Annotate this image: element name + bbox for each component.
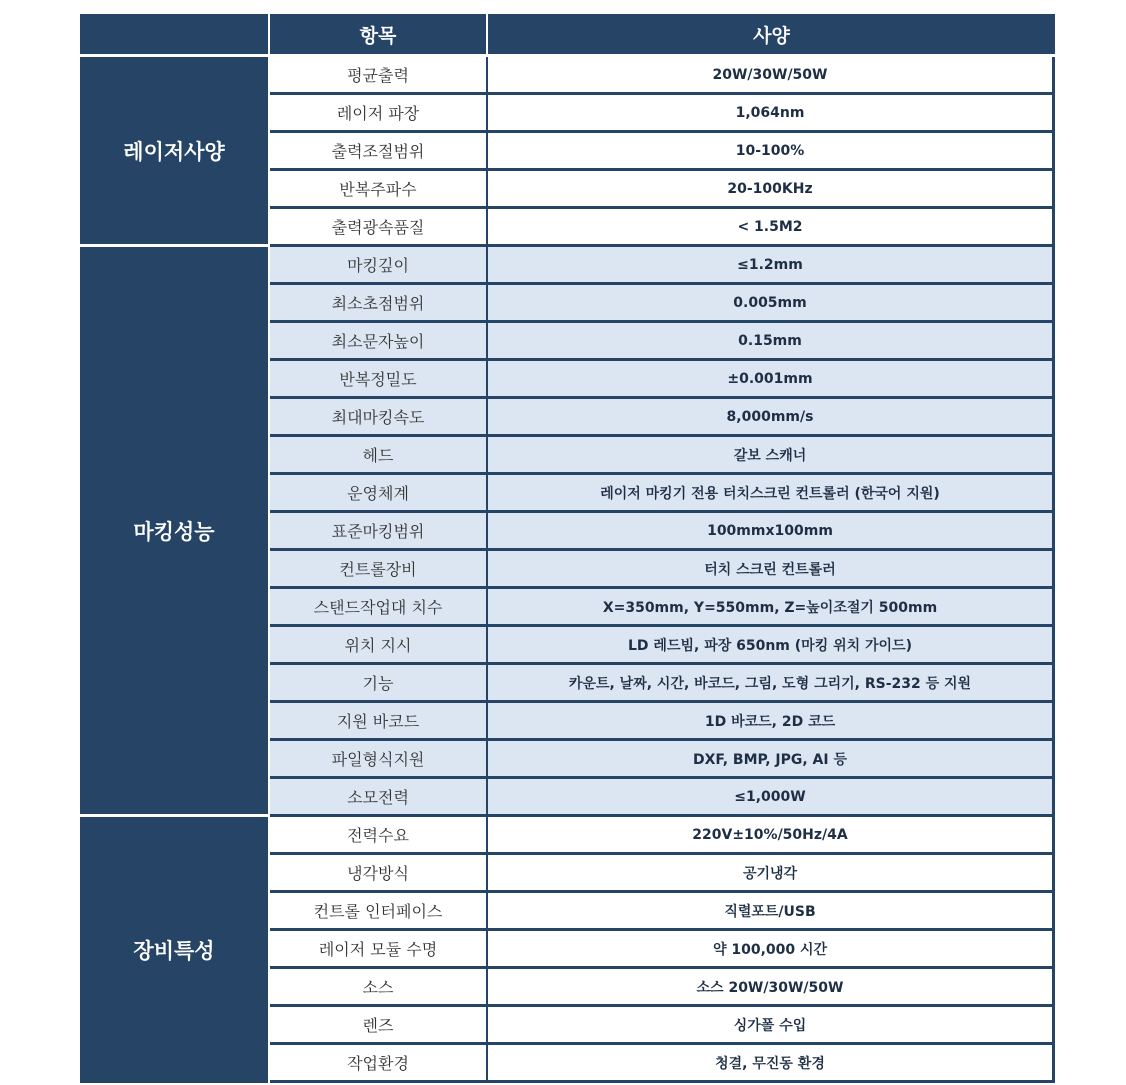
value-cell: 싱가폴 수입 <box>488 1007 1055 1045</box>
value-cell: 0.15mm <box>488 323 1055 361</box>
item-cell: 작업환경 <box>270 1045 488 1083</box>
item-cell: 지원 바코드 <box>270 703 488 741</box>
item-cell: 반복정밀도 <box>270 361 488 399</box>
item-cell: 최소초점범위 <box>270 285 488 323</box>
value-cell: 20-100KHz <box>488 171 1055 209</box>
value-cell: < 1.5M2 <box>488 209 1055 247</box>
item-cell: 레이저 파장 <box>270 95 488 133</box>
value-cell: 약 100,000 시간 <box>488 931 1055 969</box>
item-cell: 위치 지시 <box>270 627 488 665</box>
value-cell: X=350mm, Y=550mm, Z=높이조절기 500mm <box>488 589 1055 627</box>
group-label: 장비특성 <box>80 817 270 1083</box>
value-cell: 20W/30W/50W <box>488 57 1055 95</box>
value-cell: 터치 스크린 컨트롤러 <box>488 551 1055 589</box>
item-cell: 반복주파수 <box>270 171 488 209</box>
table-row <box>80 247 1055 285</box>
item-cell: 컨트롤 인터페이스 <box>270 893 488 931</box>
item-cell: 최소문자높이 <box>270 323 488 361</box>
value-cell: 소스 20W/30W/50W <box>488 969 1055 1007</box>
header-spec-cell: 사양 <box>488 14 1055 57</box>
value-cell: DXF, BMP, JPG, AI 등 <box>488 741 1055 779</box>
group-marking-performance <box>80 247 1055 817</box>
item-cell: 최대마킹속도 <box>270 399 488 437</box>
item-cell: 출력조절범위 <box>270 133 488 171</box>
item-cell: 운영체계 <box>270 475 488 513</box>
group-label: 레이저사양 <box>80 57 270 247</box>
item-cell: 표준마킹범위 <box>270 513 488 551</box>
value-cell: 10-100% <box>488 133 1055 171</box>
item-cell: 렌즈 <box>270 1007 488 1045</box>
value-cell: ±0.001mm <box>488 361 1055 399</box>
value-cell: ≤1,000W <box>488 779 1055 817</box>
item-cell: 기능 <box>270 665 488 703</box>
value-cell: 공기냉각 <box>488 855 1055 893</box>
value-cell: ≤1.2mm <box>488 247 1055 285</box>
value-cell: 8,000mm/s <box>488 399 1055 437</box>
table-row <box>80 817 1055 855</box>
item-cell: 소스 <box>270 969 488 1007</box>
value-cell: 1,064nm <box>488 95 1055 133</box>
value-cell: 카운트, 날짜, 시간, 바코드, 그림, 도형 그리기, RS-232 등 지원 <box>488 665 1055 703</box>
table-row <box>80 57 1055 95</box>
item-cell: 헤드 <box>270 437 488 475</box>
value-cell: 220V±10%/50Hz/4A <box>488 817 1055 855</box>
item-cell: 레이저 모듈 수명 <box>270 931 488 969</box>
value-cell: 청결, 무진동 환경 <box>488 1045 1055 1083</box>
item-cell: 평균출력 <box>270 57 488 95</box>
item-cell: 컨트롤장비 <box>270 551 488 589</box>
item-cell: 마킹깊이 <box>270 247 488 285</box>
value-cell: 레이저 마킹기 전용 터치스크린 컨트롤러 (한국어 지원) <box>488 475 1055 513</box>
value-cell: LD 레드빔, 파장 650nm (마킹 위치 가이드) <box>488 627 1055 665</box>
value-cell: 직렬포트/USB <box>488 893 1055 931</box>
item-cell: 출력광속품질 <box>270 209 488 247</box>
group-equipment-features <box>80 817 1055 1083</box>
spec-table <box>80 14 1055 1083</box>
header-row <box>80 14 1055 57</box>
item-cell: 소모전력 <box>270 779 488 817</box>
value-cell: 1D 바코드, 2D 코드 <box>488 703 1055 741</box>
value-cell: 100mmx100mm <box>488 513 1055 551</box>
value-cell: 0.005mm <box>488 285 1055 323</box>
value-cell: 갈보 스캐너 <box>488 437 1055 475</box>
item-cell: 파일형식지원 <box>270 741 488 779</box>
item-cell: 냉각방식 <box>270 855 488 893</box>
group-laser-spec <box>80 57 1055 247</box>
header-item-cell: 항목 <box>270 14 488 57</box>
item-cell: 스탠드작업대 치수 <box>270 589 488 627</box>
item-cell: 전력수요 <box>270 817 488 855</box>
group-label: 마킹성능 <box>80 247 270 817</box>
header-blank-cell <box>80 14 270 57</box>
